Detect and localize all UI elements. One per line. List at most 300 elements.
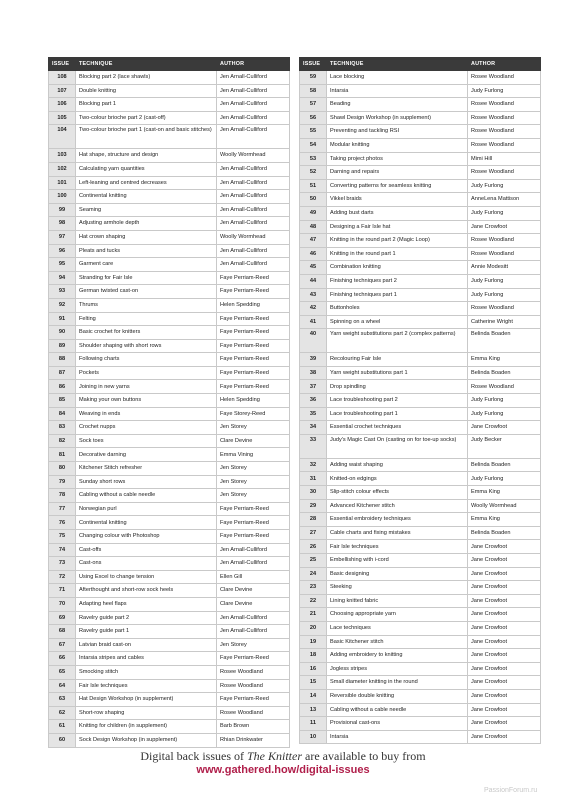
- issue-number-cell: 51: [300, 179, 327, 193]
- technique-cell: Felting: [76, 312, 217, 326]
- technique-cell: Thrums: [76, 298, 217, 312]
- technique-cell: Hat shape, structure and design: [76, 149, 217, 163]
- table-row: [49, 271, 290, 285]
- table-row: [49, 611, 290, 625]
- issue-number-cell: 15: [300, 676, 327, 690]
- author-cell: Faye Storey-Reed: [217, 407, 290, 421]
- table-row: [49, 570, 290, 584]
- issue-number-cell: 102: [49, 162, 76, 176]
- author-cell: Ellen Gill: [217, 570, 290, 584]
- table-row: [49, 448, 290, 462]
- issue-number-cell: 38: [300, 366, 327, 380]
- author-cell: Judy Furlong: [468, 206, 541, 220]
- technique-cell: Continental knitting: [76, 516, 217, 530]
- technique-cell: Two-colour brioche part 1 (cast-on and basic stitches): [76, 125, 217, 149]
- issue-number-cell: 40: [300, 329, 327, 353]
- author-cell: Jane Crowfoot: [468, 621, 541, 635]
- technique-cell: Yarn weight substitutions part 2 (complex patterns): [327, 329, 468, 353]
- table-row: [49, 475, 290, 489]
- technique-cell: Small diameter knitting in the round: [327, 676, 468, 690]
- author-cell: Jen Arnall-Culliford: [217, 176, 290, 190]
- technique-cell: Steeking: [327, 581, 468, 595]
- technique-cell: Following charts: [76, 353, 217, 367]
- issue-number-cell: 54: [300, 138, 327, 152]
- author-cell: Faye Perriam-Reed: [217, 516, 290, 530]
- author-cell: Rosee Woodland: [217, 706, 290, 720]
- issue-number-cell: 19: [300, 635, 327, 649]
- author-cell: Jen Arnall-Culliford: [217, 190, 290, 204]
- issue-column-header: ISSUE: [300, 58, 327, 71]
- table-row: [300, 458, 541, 472]
- issue-number-cell: 70: [49, 597, 76, 611]
- issue-number-cell: 33: [300, 434, 327, 458]
- technique-cell: Drop spindling: [327, 380, 468, 394]
- technique-cell: Hat crown shaping: [76, 230, 217, 244]
- technique-cell: Designing a Fair Isle hat: [327, 220, 468, 234]
- issue-number-cell: 26: [300, 540, 327, 554]
- technique-cell: Finishing techniques part 1: [327, 288, 468, 302]
- issue-number-cell: 31: [300, 472, 327, 486]
- technique-cell: Knitting for children (in supplement): [76, 720, 217, 734]
- technique-cell: Left-leaning and centred decreases: [76, 176, 217, 190]
- table-row: [49, 162, 290, 176]
- table-row: [300, 472, 541, 486]
- author-cell: Belinda Boaden: [468, 458, 541, 472]
- issue-number-cell: 67: [49, 638, 76, 652]
- table-row: [49, 149, 290, 163]
- issue-number-cell: 29: [300, 499, 327, 513]
- issue-number-cell: 83: [49, 421, 76, 435]
- table-row: [49, 665, 290, 679]
- technique-cell: Essential embroidery techniques: [327, 513, 468, 527]
- issue-number-cell: 41: [300, 315, 327, 329]
- issue-number-cell: 37: [300, 380, 327, 394]
- table-row: [49, 176, 290, 190]
- issue-number-cell: 77: [49, 502, 76, 516]
- author-cell: Jen Arnall-Culliford: [217, 111, 290, 125]
- technique-cell: Joining in new yarns: [76, 380, 217, 394]
- table-row: [300, 98, 541, 112]
- table-row: [49, 258, 290, 272]
- author-cell: Emma King: [468, 486, 541, 500]
- left-table-body: [49, 71, 290, 748]
- technique-cell: Fair Isle techniques: [76, 679, 217, 693]
- issue-number-cell: 88: [49, 353, 76, 367]
- author-cell: Jane Crowfoot: [468, 594, 541, 608]
- technique-cell: Adapting heel flaps: [76, 597, 217, 611]
- issue-number-cell: 96: [49, 244, 76, 258]
- table-row: [49, 71, 290, 85]
- author-cell: Jane Crowfoot: [468, 662, 541, 676]
- issue-number-cell: 14: [300, 689, 327, 703]
- table-row: [300, 407, 541, 421]
- issue-number-cell: 74: [49, 543, 76, 557]
- issue-number-cell: 56: [300, 111, 327, 125]
- technique-cell: Basic Kitchener stitch: [327, 635, 468, 649]
- author-cell: Rosee Woodland: [468, 166, 541, 180]
- technique-cell: Seaming: [76, 203, 217, 217]
- table-row: [49, 733, 290, 747]
- technique-cell: Judy's Magic Cast On (casting on for toe-up socks): [327, 434, 468, 458]
- author-cell: Jane Crowfoot: [468, 730, 541, 744]
- footer-note: [0, 749, 566, 764]
- technique-cell: Using Excel to change tension: [76, 570, 217, 584]
- table-row: [300, 315, 541, 329]
- author-cell: Rosee Woodland: [468, 71, 541, 85]
- issue-number-cell: 16: [300, 662, 327, 676]
- issue-number-cell: 104: [49, 125, 76, 149]
- issue-number-cell: 25: [300, 554, 327, 568]
- issue-number-cell: 80: [49, 462, 76, 476]
- technique-cell: Adjusting armhole depth: [76, 217, 217, 231]
- table-row: [49, 380, 290, 394]
- issue-number-cell: 93: [49, 285, 76, 299]
- author-cell: Woolly Wormhead: [217, 230, 290, 244]
- table-row: [300, 649, 541, 663]
- issue-number-cell: 64: [49, 679, 76, 693]
- author-cell: Faye Perriam-Reed: [217, 339, 290, 353]
- table-row: [300, 554, 541, 568]
- author-cell: Rosee Woodland: [468, 125, 541, 139]
- technique-cell: Pleats and tucks: [76, 244, 217, 258]
- table-row: [300, 166, 541, 180]
- technique-cell: Fair Isle techniques: [327, 540, 468, 554]
- table-row: [49, 111, 290, 125]
- issue-number-cell: 34: [300, 421, 327, 435]
- author-cell: Faye Perriam-Reed: [217, 271, 290, 285]
- author-cell: Jen Arnall-Culliford: [217, 125, 290, 149]
- technique-cell: Blocking part 1: [76, 98, 217, 112]
- author-cell: Helen Spedding: [217, 298, 290, 312]
- table-row: [300, 703, 541, 717]
- technique-cell: Latvian braid cast-on: [76, 638, 217, 652]
- issue-number-cell: 39: [300, 353, 327, 367]
- issue-number-cell: 32: [300, 458, 327, 472]
- author-cell: Jane Crowfoot: [468, 421, 541, 435]
- technique-cell: Knitting in the round part 2 (Magic Loop): [327, 234, 468, 248]
- author-cell: Rosee Woodland: [217, 665, 290, 679]
- footer-prefix: Digital back issues of: [140, 749, 247, 763]
- issue-number-cell: 101: [49, 176, 76, 190]
- author-cell: Rosee Woodland: [468, 380, 541, 394]
- table-row: [49, 597, 290, 611]
- table-row: [300, 581, 541, 595]
- technique-cell: Converting patterns for seamless knitting: [327, 179, 468, 193]
- issue-number-cell: 47: [300, 234, 327, 248]
- table-row: [300, 717, 541, 731]
- technique-cell: Shawl Design Workshop (in supplement): [327, 111, 468, 125]
- author-cell: Judy Furlong: [468, 274, 541, 288]
- table-row: [300, 608, 541, 622]
- table-row: [300, 540, 541, 554]
- author-cell: Jane Crowfoot: [468, 554, 541, 568]
- table-row: [49, 502, 290, 516]
- table-row: [49, 489, 290, 503]
- table-row: [49, 720, 290, 734]
- issue-number-cell: 91: [49, 312, 76, 326]
- author-cell: Mimi Hill: [468, 152, 541, 166]
- author-cell: Jane Crowfoot: [468, 676, 541, 690]
- author-cell: Faye Perriam-Reed: [217, 285, 290, 299]
- technique-cell: German twisted cast-on: [76, 285, 217, 299]
- technique-cell: Afterthought and short-row sock heels: [76, 584, 217, 598]
- author-cell: Rosee Woodland: [468, 234, 541, 248]
- technique-cell: Continental knitting: [76, 190, 217, 204]
- author-cell: Jane Crowfoot: [468, 649, 541, 663]
- issue-number-cell: 44: [300, 274, 327, 288]
- issue-number-cell: 84: [49, 407, 76, 421]
- issue-number-cell: 20: [300, 621, 327, 635]
- table-row: [49, 584, 290, 598]
- table-row: [49, 244, 290, 258]
- author-cell: Jen Arnall-Culliford: [217, 625, 290, 639]
- technique-cell: Cast-offs: [76, 543, 217, 557]
- author-cell: Emma Vining: [217, 448, 290, 462]
- issue-number-cell: 79: [49, 475, 76, 489]
- issue-number-cell: 107: [49, 84, 76, 98]
- table-row: [300, 366, 541, 380]
- table-row: [300, 513, 541, 527]
- right-table-body: [300, 71, 541, 744]
- technique-cell: Vikkel braids: [327, 193, 468, 207]
- issue-number-cell: 52: [300, 166, 327, 180]
- issue-number-cell: 55: [300, 125, 327, 139]
- author-column-header: AUTHOR: [217, 58, 290, 71]
- issue-number-cell: 49: [300, 206, 327, 220]
- table-row: [49, 312, 290, 326]
- author-column-header: AUTHOR: [468, 58, 541, 71]
- table-row: [300, 179, 541, 193]
- issue-number-cell: 100: [49, 190, 76, 204]
- author-cell: Jen Arnall-Culliford: [217, 203, 290, 217]
- table-row: [300, 329, 541, 353]
- issue-number-cell: 92: [49, 298, 76, 312]
- issue-number-cell: 95: [49, 258, 76, 272]
- table-row: [49, 326, 290, 340]
- author-cell: Faye Perriam-Reed: [217, 502, 290, 516]
- technique-cell: Kitchener Stitch refresher: [76, 462, 217, 476]
- issue-number-cell: 63: [49, 693, 76, 707]
- issue-number-cell: 94: [49, 271, 76, 285]
- table-row: [300, 730, 541, 744]
- author-cell: Faye Perriam-Reed: [217, 652, 290, 666]
- table-row: [300, 394, 541, 408]
- digital-issues-link[interactable]: www.gathered.how/digital-issues: [196, 764, 370, 776]
- author-cell: Faye Perriam-Reed: [217, 353, 290, 367]
- technique-cell: Garment care: [76, 258, 217, 272]
- table-row: [300, 234, 541, 248]
- author-cell: Jen Arnall-Culliford: [217, 244, 290, 258]
- issue-number-cell: 23: [300, 581, 327, 595]
- table-row: [49, 298, 290, 312]
- technique-cell: Smocking stitch: [76, 665, 217, 679]
- author-cell: Jane Crowfoot: [468, 581, 541, 595]
- technique-cell: Cabling without a cable needle: [327, 703, 468, 717]
- issue-number-cell: 90: [49, 326, 76, 340]
- author-cell: Belinda Boaden: [468, 526, 541, 540]
- issue-number-cell: 85: [49, 394, 76, 408]
- author-cell: Judy Furlong: [468, 394, 541, 408]
- technique-cell: Lace blocking: [327, 71, 468, 85]
- table-row: [300, 380, 541, 394]
- table-row: [49, 557, 290, 571]
- technique-cell: Lining knitted fabric: [327, 594, 468, 608]
- table-row: [300, 353, 541, 367]
- table-row: [49, 543, 290, 557]
- table-row: [300, 71, 541, 85]
- technique-cell: Cable charts and fixing mistakes: [327, 526, 468, 540]
- author-cell: Judy Furlong: [468, 84, 541, 98]
- technique-cell: Changing colour with Photoshop: [76, 530, 217, 544]
- table-row: [49, 84, 290, 98]
- issue-number-cell: 45: [300, 261, 327, 275]
- issue-number-cell: 66: [49, 652, 76, 666]
- author-cell: AnneLena Mattison: [468, 193, 541, 207]
- author-cell: Jane Crowfoot: [468, 717, 541, 731]
- magazine-title: The Knitter: [247, 749, 303, 763]
- author-cell: Rosee Woodland: [468, 138, 541, 152]
- table-header-row: [300, 58, 541, 71]
- issue-number-cell: 43: [300, 288, 327, 302]
- author-cell: Rosee Woodland: [468, 302, 541, 316]
- technique-cell: Cast-ons: [76, 557, 217, 571]
- right-techniques-table: [299, 57, 541, 744]
- issue-number-cell: 42: [300, 302, 327, 316]
- technique-cell: Darning and repairs: [327, 166, 468, 180]
- technique-cell: Ravelry guide part 2: [76, 611, 217, 625]
- technique-cell: Intarsia: [327, 730, 468, 744]
- table-row: [300, 125, 541, 139]
- author-cell: Jen Arnall-Culliford: [217, 98, 290, 112]
- author-cell: Jen Storey: [217, 489, 290, 503]
- author-cell: Jen Arnall-Culliford: [217, 258, 290, 272]
- author-cell: Jane Crowfoot: [468, 608, 541, 622]
- table-row: [49, 285, 290, 299]
- table-header-row: [49, 58, 290, 71]
- table-row: [49, 203, 290, 217]
- author-cell: Rosee Woodland: [468, 111, 541, 125]
- table-row: [300, 206, 541, 220]
- author-cell: Rosee Woodland: [468, 247, 541, 261]
- issue-number-cell: 73: [49, 557, 76, 571]
- author-cell: Faye Perriam-Reed: [217, 312, 290, 326]
- author-cell: Jen Arnall-Culliford: [217, 611, 290, 625]
- issue-number-cell: 53: [300, 152, 327, 166]
- issue-number-cell: 10: [300, 730, 327, 744]
- author-cell: Barb Brown: [217, 720, 290, 734]
- technique-cell: Slip-stitch colour effects: [327, 486, 468, 500]
- author-cell: Jen Storey: [217, 638, 290, 652]
- issue-number-cell: 35: [300, 407, 327, 421]
- table-row: [300, 689, 541, 703]
- table-row: [49, 407, 290, 421]
- table-row: [300, 635, 541, 649]
- technique-column-header: TECHNIQUE: [327, 58, 468, 71]
- table-row: [49, 217, 290, 231]
- technique-cell: Lace troubleshooting part 1: [327, 407, 468, 421]
- technique-cell: Combination knitting: [327, 261, 468, 275]
- technique-cell: Ravelry guide part 1: [76, 625, 217, 639]
- technique-cell: Shoulder shaping with short rows: [76, 339, 217, 353]
- table-row: [49, 530, 290, 544]
- technique-cell: Intarsia: [327, 84, 468, 98]
- issue-number-cell: 76: [49, 516, 76, 530]
- issue-number-cell: 27: [300, 526, 327, 540]
- issue-number-cell: 21: [300, 608, 327, 622]
- table-row: [49, 638, 290, 652]
- issue-number-cell: 86: [49, 380, 76, 394]
- author-cell: Clare Devine: [217, 584, 290, 598]
- issue-column-header: ISSUE: [49, 58, 76, 71]
- author-cell: Jane Crowfoot: [468, 689, 541, 703]
- author-cell: Jen Arnall-Culliford: [217, 84, 290, 98]
- table-row: [300, 434, 541, 458]
- issue-number-cell: 59: [300, 71, 327, 85]
- table-row: [300, 526, 541, 540]
- table-row: [300, 567, 541, 581]
- technique-cell: Norwegian purl: [76, 502, 217, 516]
- footer-suffix: are available to buy from: [302, 749, 426, 763]
- issue-number-cell: 98: [49, 217, 76, 231]
- technique-cell: Basic designing: [327, 567, 468, 581]
- table-row: [49, 706, 290, 720]
- technique-cell: Weaving in ends: [76, 407, 217, 421]
- issue-number-cell: 24: [300, 567, 327, 581]
- author-cell: Clare Devine: [217, 434, 290, 448]
- author-cell: Woolly Wormhead: [468, 499, 541, 513]
- issue-number-cell: 89: [49, 339, 76, 353]
- issue-number-cell: 87: [49, 366, 76, 380]
- technique-cell: Taking project photos: [327, 152, 468, 166]
- technique-cell: Yarn weight substitutions part 1: [327, 366, 468, 380]
- author-cell: Faye Perriam-Reed: [217, 326, 290, 340]
- author-cell: Rosee Woodland: [468, 98, 541, 112]
- author-cell: Judy Furlong: [468, 288, 541, 302]
- technique-cell: Finishing techniques part 2: [327, 274, 468, 288]
- author-cell: Judy Furlong: [468, 407, 541, 421]
- table-row: [300, 288, 541, 302]
- issue-number-cell: 108: [49, 71, 76, 85]
- issue-number-cell: 22: [300, 594, 327, 608]
- table-row: [49, 366, 290, 380]
- technique-cell: Provisional cast-ons: [327, 717, 468, 731]
- technique-column-header: TECHNIQUE: [76, 58, 217, 71]
- table-row: [49, 98, 290, 112]
- author-cell: Jane Crowfoot: [468, 540, 541, 554]
- author-cell: Clare Devine: [217, 597, 290, 611]
- author-cell: Rhian Drinkwater: [217, 733, 290, 747]
- technique-cell: Spinning on a wheel: [327, 315, 468, 329]
- technique-cell: Double knitting: [76, 84, 217, 98]
- author-cell: Jen Arnall-Culliford: [217, 71, 290, 85]
- technique-cell: Advanced Kitchener stitch: [327, 499, 468, 513]
- author-cell: Rosee Woodland: [217, 679, 290, 693]
- technique-cell: Embellishing with i-cord: [327, 554, 468, 568]
- technique-cell: Crochet nupps: [76, 421, 217, 435]
- author-cell: Jane Crowfoot: [468, 567, 541, 581]
- issue-number-cell: 72: [49, 570, 76, 584]
- table-row: [49, 625, 290, 639]
- author-cell: Faye Perriam-Reed: [217, 380, 290, 394]
- table-row: [300, 662, 541, 676]
- table-row: [300, 302, 541, 316]
- issue-number-cell: 62: [49, 706, 76, 720]
- table-row: [300, 193, 541, 207]
- watermark: PassionForum.ru: [484, 787, 538, 794]
- table-row: [300, 138, 541, 152]
- author-cell: Emma King: [468, 513, 541, 527]
- table-row: [300, 261, 541, 275]
